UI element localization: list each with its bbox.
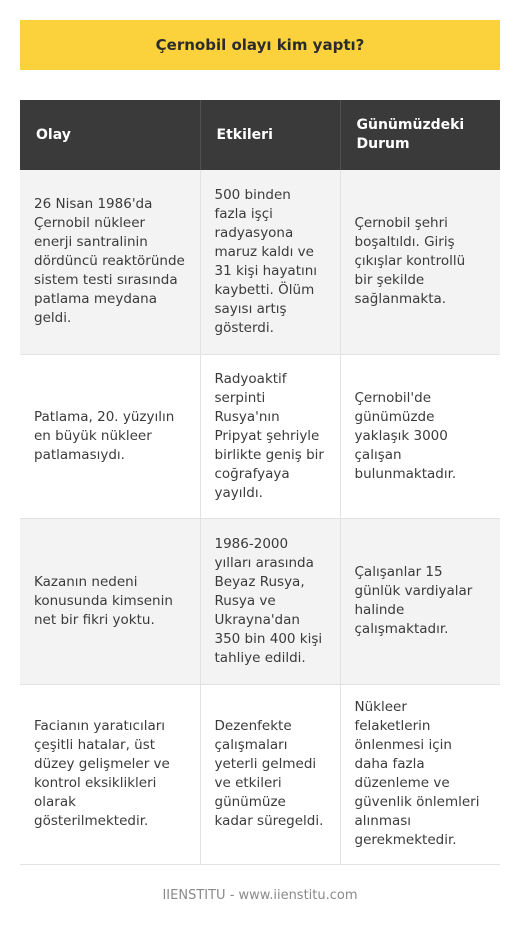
table-row [20, 354, 500, 518]
table-row [20, 170, 500, 354]
table-row [20, 518, 500, 684]
column-header-etkileri: Etkileri [200, 100, 340, 170]
page-title: Çernobil olayı kim yaptı? [155, 36, 365, 54]
table-cell: 26 Nisan 1986'da Çernobil nükleer enerji santralinin dördüncü reaktöründe sistem testi sırasında patlama meydana geldi. [20, 170, 200, 354]
table-cell: Kazanın nedeni konusunda kimsenin net bir fikri yoktu. [20, 518, 200, 684]
column-header-durum: Günümüzdeki Durum [340, 100, 500, 170]
table-cell: 1986-2000 yılları arasında Beyaz Rusya, Rusya ve Ukrayna'dan 350 bin 400 kişi tahliye edildi. [200, 518, 340, 684]
table-cell: Çernobil'de günümüzde yaklaşık 3000 çalışan bulunmaktadır. [340, 354, 500, 518]
title-banner [20, 20, 500, 70]
table-cell: Radyoaktif serpinti Rusya'nın Pripyat şehriyle birlikte geniş bir coğrafyaya yayıldı. [200, 354, 340, 518]
info-table [20, 100, 500, 865]
column-header-olay: Olay [20, 100, 200, 170]
table-cell: Patlama, 20. yüzyılın en büyük nükleer patlamasıydı. [20, 354, 200, 518]
table-cell: Dezenfekte çalışmaları yeterli gelmedi ve etkileri günümüze kadar süregeldi. [200, 684, 340, 864]
table-cell: Çalışanlar 15 günlük vardiyalar halinde çalışmaktadır. [340, 518, 500, 684]
footer-credit: IIENSTITU - www.iienstitu.com [162, 888, 358, 903]
table-cell: Nükleer felaketlerin önlenmesi için daha fazla düzenleme ve güvenlik önlemleri alınması gerekmektedir. [340, 684, 500, 864]
table-cell: Çernobil şehri boşaltıldı. Giriş çıkışlar kontrollü bir şekilde sağlanmakta. [340, 170, 500, 354]
table-cell: Facianın yaratıcıları çeşitli hatalar, üst düzey gelişmeler ve kontrol eksiklikleri olarak gösterilmektedir. [20, 684, 200, 864]
table-row [20, 684, 500, 864]
table-cell: 500 binden fazla işçi radyasyona maruz kaldı ve 31 kişi hayatını kaybetti. Ölüm sayısı artış gösterdi. [200, 170, 340, 354]
table-header-row [20, 100, 500, 170]
